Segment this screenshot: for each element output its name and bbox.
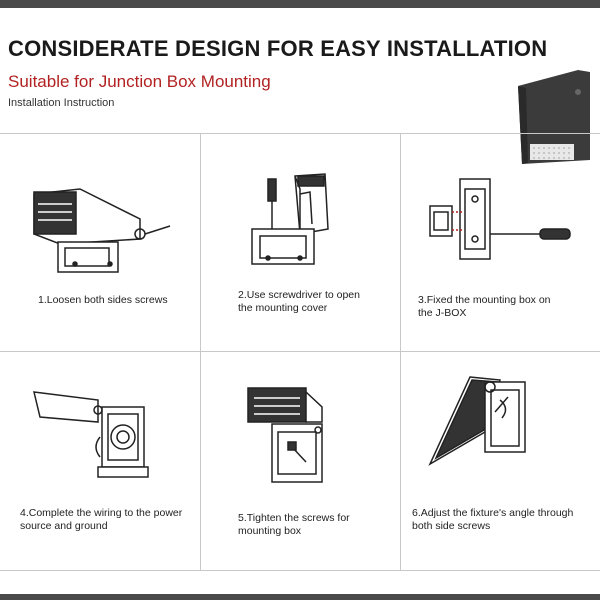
step-3: [400, 134, 599, 351]
step-5: [200, 352, 399, 569]
top-bar: [0, 0, 600, 8]
subtitle: Suitable for Junction Box Mounting: [8, 72, 271, 91]
step-5-label: 5.Tighten the screws for mounting box: [238, 512, 350, 537]
steps-grid: [0, 133, 600, 571]
step-4-illustration: [0, 352, 199, 502]
step-6: [400, 352, 599, 569]
step-2-label: 2.Use screwdriver to open the mounting cover: [238, 289, 360, 314]
instruction-label: Installation Instruction: [8, 97, 115, 109]
bottom-bar: [0, 594, 600, 600]
step-6-illustration: [400, 352, 599, 502]
step-3-label: 3.Fixed the mounting box on the J-BOX: [418, 294, 551, 319]
page-title: CONSIDERATE DESIGN FOR EASY INSTALLATION: [8, 36, 548, 61]
step-4-label: 4.Complete the wiring to the power source and ground: [20, 507, 183, 532]
step-6-label: 6.Adjust the fixture's angle through both side screws: [412, 507, 574, 532]
step-5-illustration: [200, 352, 399, 502]
step-1-label: 1.Loosen both sides screws: [38, 294, 168, 306]
step-2-illustration: [200, 134, 399, 284]
step-3-illustration: [400, 134, 599, 284]
step-1-illustration: [0, 134, 199, 284]
step-4: [0, 352, 199, 569]
step-1: [0, 134, 199, 351]
step-2: [200, 134, 399, 351]
